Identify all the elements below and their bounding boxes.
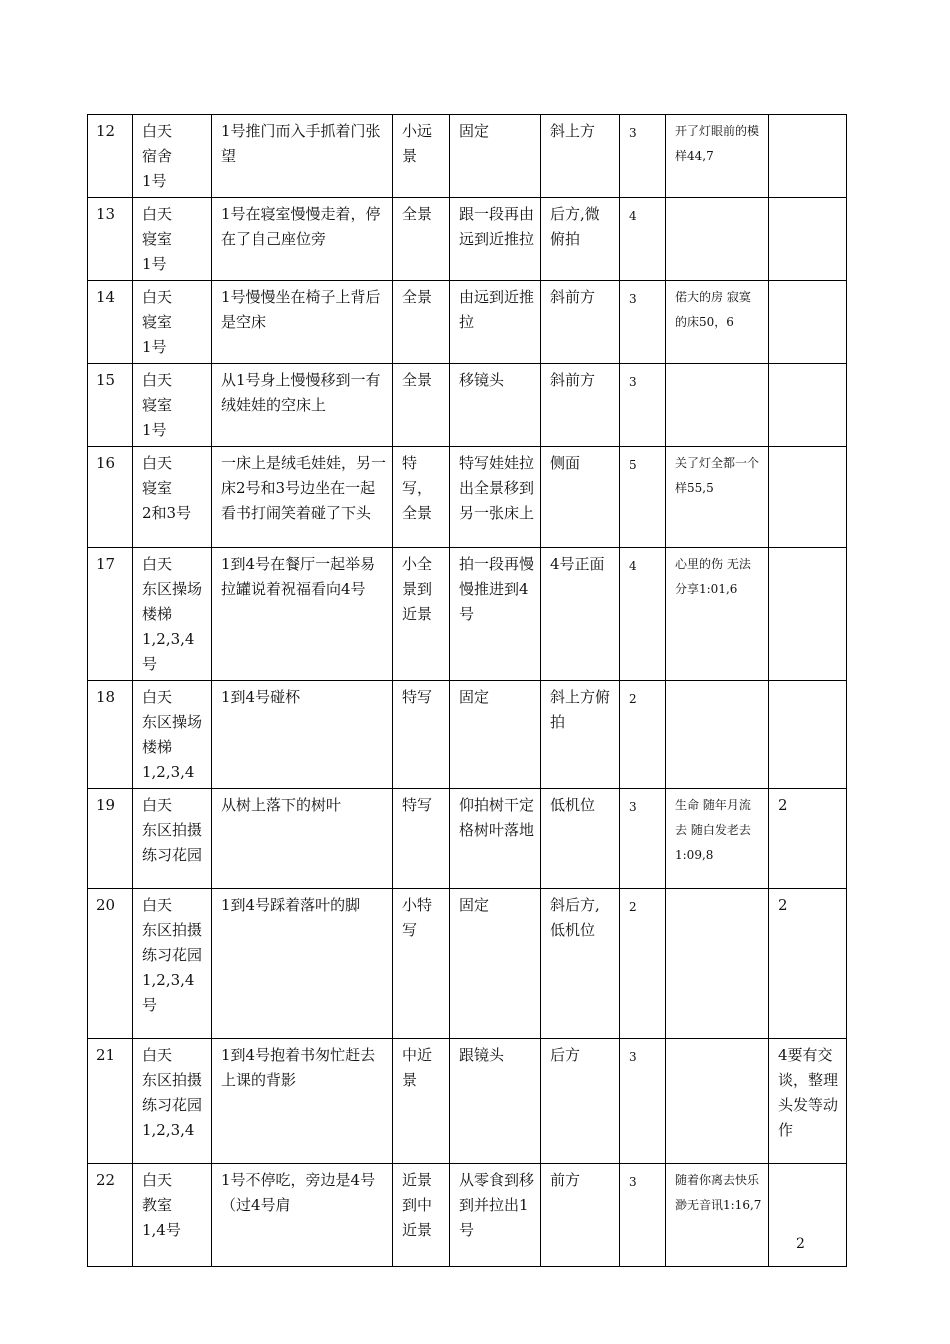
music-cell — [666, 198, 769, 281]
camera-move-cell: 固定 — [450, 889, 541, 1039]
duration-cell: 2 — [620, 889, 666, 1039]
content-cell: 1到4号碰杯 — [212, 681, 393, 789]
scene-cell — [133, 198, 212, 281]
duration-cell: 3 — [620, 789, 666, 889]
scene-line: 教室 — [142, 1196, 173, 1214]
scene-line: 白天 — [142, 688, 173, 706]
music-cell — [666, 681, 769, 789]
scene-cell — [133, 364, 212, 447]
scene-line: 白天 — [142, 896, 173, 914]
table-row — [88, 889, 847, 1039]
scene-cell — [133, 889, 212, 1039]
shot-number: 13 — [88, 198, 133, 281]
shot-number: 20 — [88, 889, 133, 1039]
shot-size-cell: 近景到中近景 — [393, 1164, 450, 1267]
remark-cell — [769, 198, 847, 281]
table-row — [88, 115, 847, 198]
scene-line: 1,2,3,4号 — [142, 971, 195, 1014]
angle-cell: 斜后方,低机位 — [541, 889, 620, 1039]
scene-line: 白天 — [142, 454, 173, 472]
scene-cell — [133, 548, 212, 681]
table-row — [88, 364, 847, 447]
table-row — [88, 198, 847, 281]
scene-line: 白天 — [142, 288, 173, 306]
remark-cell — [769, 1164, 847, 1267]
remark-cell — [769, 115, 847, 198]
content-cell: 1到4号在餐厅一起举易拉罐说着祝福看向4号 — [212, 548, 393, 681]
angle-cell: 低机位 — [541, 789, 620, 889]
angle-cell: 4号正面 — [541, 548, 620, 681]
remark-cell: 2 — [769, 789, 847, 889]
camera-move-cell: 固定 — [450, 115, 541, 198]
content-cell: 从树上落下的树叶 — [212, 789, 393, 889]
camera-move-cell: 特写娃娃拉出全景移到另一张床上 — [450, 447, 541, 548]
duration-cell: 3 — [620, 281, 666, 364]
scene-line: 东区操场楼梯 — [142, 580, 203, 623]
content-cell: 一床上是绒毛娃娃，另一床2号和3号边坐在一起看书打闹笑着碰了下头 — [212, 447, 393, 548]
angle-cell: 斜上方 — [541, 115, 620, 198]
duration-cell: 4 — [620, 548, 666, 681]
scene-line: 白天 — [142, 1171, 173, 1189]
camera-move-cell: 跟一段再由远到近推拉 — [450, 198, 541, 281]
scene-line: 1,2,3,4号 — [142, 630, 195, 673]
shot-number: 15 — [88, 364, 133, 447]
scene-line: 白天 — [142, 796, 173, 814]
duration-cell: 2 — [620, 681, 666, 789]
table-row — [88, 681, 847, 789]
music-cell: 偌大的房 寂寞的床50，6 — [666, 281, 769, 364]
shot-size-cell: 小远景 — [393, 115, 450, 198]
scene-line: 1,2,3,4 — [142, 763, 195, 781]
scene-cell — [133, 281, 212, 364]
shot-size-cell: 小特写 — [393, 889, 450, 1039]
page-number: 2 — [796, 1236, 805, 1252]
remark-cell — [769, 681, 847, 789]
scene-line: 宿舍 — [142, 147, 173, 165]
content-cell: 1号不停吃，旁边是4号（过4号肩 — [212, 1164, 393, 1267]
music-cell: 开了灯眼前的模样44,7 — [666, 115, 769, 198]
camera-move-cell: 固定 — [450, 681, 541, 789]
scene-line: 1号 — [142, 338, 167, 356]
music-cell: 关了灯全都一个样55,5 — [666, 447, 769, 548]
content-cell: 1号在寝室慢慢走着，停在了自己座位旁 — [212, 198, 393, 281]
scene-line: 1,4号 — [142, 1221, 181, 1239]
angle-cell: 后方 — [541, 1039, 620, 1164]
shot-number: 14 — [88, 281, 133, 364]
scene-cell — [133, 1164, 212, 1267]
music-cell: 生命 随年月流去 随白发老去1:09,8 — [666, 789, 769, 889]
table-row — [88, 548, 847, 681]
shot-size-cell: 特写 — [393, 681, 450, 789]
scene-cell — [133, 789, 212, 889]
scene-line: 1号 — [142, 255, 167, 273]
remark-cell: 2 — [769, 889, 847, 1039]
angle-cell: 侧面 — [541, 447, 620, 548]
scene-line: 寝室 — [142, 230, 173, 248]
shot-size-cell: 全景 — [393, 281, 450, 364]
music-cell — [666, 889, 769, 1039]
content-cell: 1号推门而入手抓着门张望 — [212, 115, 393, 198]
content-cell: 从1号身上慢慢移到一有绒娃娃的空床上 — [212, 364, 393, 447]
content-cell: 1到4号抱着书匆忙赶去上课的背影 — [212, 1039, 393, 1164]
camera-move-cell: 由远到近推拉 — [450, 281, 541, 364]
scene-line: 东区拍摄练习花园 — [142, 1071, 203, 1114]
scene-line: 白天 — [142, 122, 173, 140]
scene-cell — [133, 447, 212, 548]
angle-cell: 斜前方 — [541, 281, 620, 364]
shot-number: 22 — [88, 1164, 133, 1267]
music-cell — [666, 1039, 769, 1164]
content-cell: 1号慢慢坐在椅子上背后是空床 — [212, 281, 393, 364]
angle-cell: 斜上方俯拍 — [541, 681, 620, 789]
angle-cell: 前方 — [541, 1164, 620, 1267]
table-row — [88, 789, 847, 889]
music-cell: 心里的伤 无法分享1:01,6 — [666, 548, 769, 681]
remark-cell — [769, 447, 847, 548]
shot-size-cell: 全景 — [393, 364, 450, 447]
scene-line: 寝室 — [142, 479, 173, 497]
shot-number: 17 — [88, 548, 133, 681]
table-row — [88, 447, 847, 548]
scene-line: 东区拍摄练习花园 — [142, 921, 203, 964]
shot-number: 16 — [88, 447, 133, 548]
duration-cell: 3 — [620, 115, 666, 198]
camera-move-cell: 移镜头 — [450, 364, 541, 447]
content-cell: 1到4号踩着落叶的脚 — [212, 889, 393, 1039]
duration-cell: 3 — [620, 364, 666, 447]
scene-line: 寝室 — [142, 396, 173, 414]
remark-cell — [769, 364, 847, 447]
scene-line: 1号 — [142, 172, 167, 190]
scene-line: 白天 — [142, 1046, 173, 1064]
music-cell — [666, 364, 769, 447]
scene-line: 东区操场楼梯 — [142, 713, 203, 756]
angle-cell: 斜前方 — [541, 364, 620, 447]
shot-number: 21 — [88, 1039, 133, 1164]
remark-cell: 4要有交谈，整理头发等动作 — [769, 1039, 847, 1164]
camera-move-cell: 拍一段再慢慢推进到4号 — [450, 548, 541, 681]
scene-line: 东区拍摄练习花园 — [142, 821, 203, 864]
table-row — [88, 281, 847, 364]
shot-size-cell: 中近景 — [393, 1039, 450, 1164]
scene-line: 白天 — [142, 205, 173, 223]
table-row — [88, 1039, 847, 1164]
duration-cell: 4 — [620, 198, 666, 281]
shot-size-cell: 特写，全景 — [393, 447, 450, 548]
scene-line: 白天 — [142, 371, 173, 389]
scene-line: 白天 — [142, 555, 173, 573]
scene-line: 1号 — [142, 421, 167, 439]
duration-cell: 3 — [620, 1039, 666, 1164]
shot-number: 19 — [88, 789, 133, 889]
scene-cell — [133, 1039, 212, 1164]
duration-cell: 5 — [620, 447, 666, 548]
scene-cell — [133, 115, 212, 198]
remark-cell — [769, 281, 847, 364]
remark-cell — [769, 548, 847, 681]
table-row — [88, 1164, 847, 1267]
shot-size-cell: 全景 — [393, 198, 450, 281]
storyboard-table — [87, 114, 847, 1267]
camera-move-cell: 跟镜头 — [450, 1039, 541, 1164]
duration-cell: 3 — [620, 1164, 666, 1267]
camera-move-cell: 仰拍树干定格树叶落地 — [450, 789, 541, 889]
scene-line: 寝室 — [142, 313, 173, 331]
shot-number: 12 — [88, 115, 133, 198]
music-cell: 随着你离去快乐渺无音讯1:16,7 — [666, 1164, 769, 1267]
camera-move-cell: 从零食到移到并拉出1号 — [450, 1164, 541, 1267]
scene-cell — [133, 681, 212, 789]
shot-number: 18 — [88, 681, 133, 789]
shot-size-cell: 特写 — [393, 789, 450, 889]
scene-line: 1,2,3,4 — [142, 1121, 195, 1139]
angle-cell: 后方,微俯拍 — [541, 198, 620, 281]
scene-line: 2和3号 — [142, 504, 192, 522]
shot-size-cell: 小全景到近景 — [393, 548, 450, 681]
